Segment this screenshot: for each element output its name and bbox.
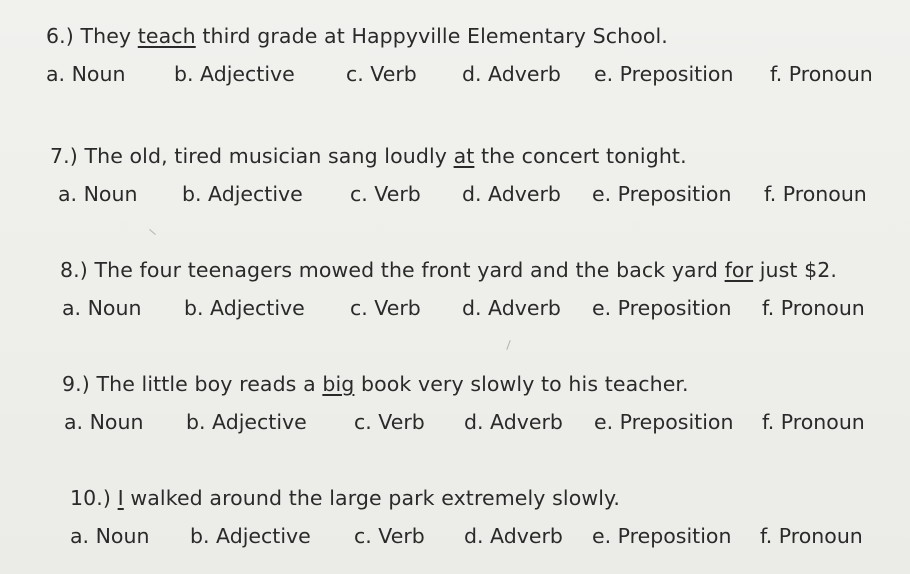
option-f[interactable]: f. Pronoun [764,182,867,206]
option-c[interactable]: c. Verb [346,62,417,86]
underlined-word: at [453,144,475,168]
question-text-part [111,486,118,510]
option-f[interactable]: f. Pronoun [762,410,865,434]
option-f[interactable]: f. Pronoun [762,296,865,320]
question-text-part: The little boy reads a [89,372,323,396]
option-a[interactable]: a. Noun [46,62,126,86]
question-text-part: book very slowly to his teacher. [354,372,689,396]
question-number: 6.) [46,24,74,48]
option-b[interactable]: b. Adjective [174,62,295,86]
question-text [50,144,687,168]
question-text [70,486,620,510]
question-text-part: The four teenagers mowed the front yard and the back yard [87,258,725,282]
option-b[interactable]: b. Adjective [184,296,305,320]
underlined-word: for [724,258,754,282]
option-e[interactable]: e. Preposition [592,524,732,548]
option-e[interactable]: e. Preposition [594,410,734,434]
option-a[interactable]: a. Noun [58,182,138,206]
option-f[interactable]: f. Pronoun [760,524,863,548]
question-number: 10.) [70,486,111,510]
underlined-word: big [322,372,355,396]
option-f[interactable]: f. Pronoun [770,62,873,86]
option-b[interactable]: b. Adjective [190,524,311,548]
option-c[interactable]: c. Verb [354,410,425,434]
option-b[interactable]: b. Adjective [182,182,303,206]
option-e[interactable]: e. Preposition [592,296,732,320]
question-text-part: The old, tired musician sang loudly [77,144,454,168]
question-text-part: the concert tonight. [474,144,687,168]
option-b[interactable]: b. Adjective [186,410,307,434]
underlined-word: teach [137,24,196,48]
question-text-part: third grade at Happyville Elementary School. [195,24,668,48]
option-d[interactable]: d. Adverb [462,62,561,86]
question-number: 8.) [60,258,88,282]
option-d[interactable]: d. Adverb [462,296,561,320]
question-number: 7.) [50,144,78,168]
pencil-mark [149,229,156,235]
option-d[interactable]: d. Adverb [464,524,563,548]
pencil-mark [506,340,510,350]
question-text [62,372,689,396]
option-d[interactable]: d. Adverb [462,182,561,206]
question-text-part: They [73,24,138,48]
option-a[interactable]: a. Noun [70,524,150,548]
option-c[interactable]: c. Verb [350,182,421,206]
question-text [60,258,837,282]
option-e[interactable]: e. Preposition [594,62,734,86]
question-text-part: just $2. [753,258,838,282]
underlined-word: I [117,486,124,510]
option-a[interactable]: a. Noun [62,296,142,320]
option-c[interactable]: c. Verb [354,524,425,548]
option-e[interactable]: e. Preposition [592,182,732,206]
option-a[interactable]: a. Noun [64,410,144,434]
question-text-part: walked around the large park extremely slowly. [123,486,620,510]
option-c[interactable]: c. Verb [350,296,421,320]
option-d[interactable]: d. Adverb [464,410,563,434]
question-text [46,24,668,48]
question-number: 9.) [62,372,90,396]
